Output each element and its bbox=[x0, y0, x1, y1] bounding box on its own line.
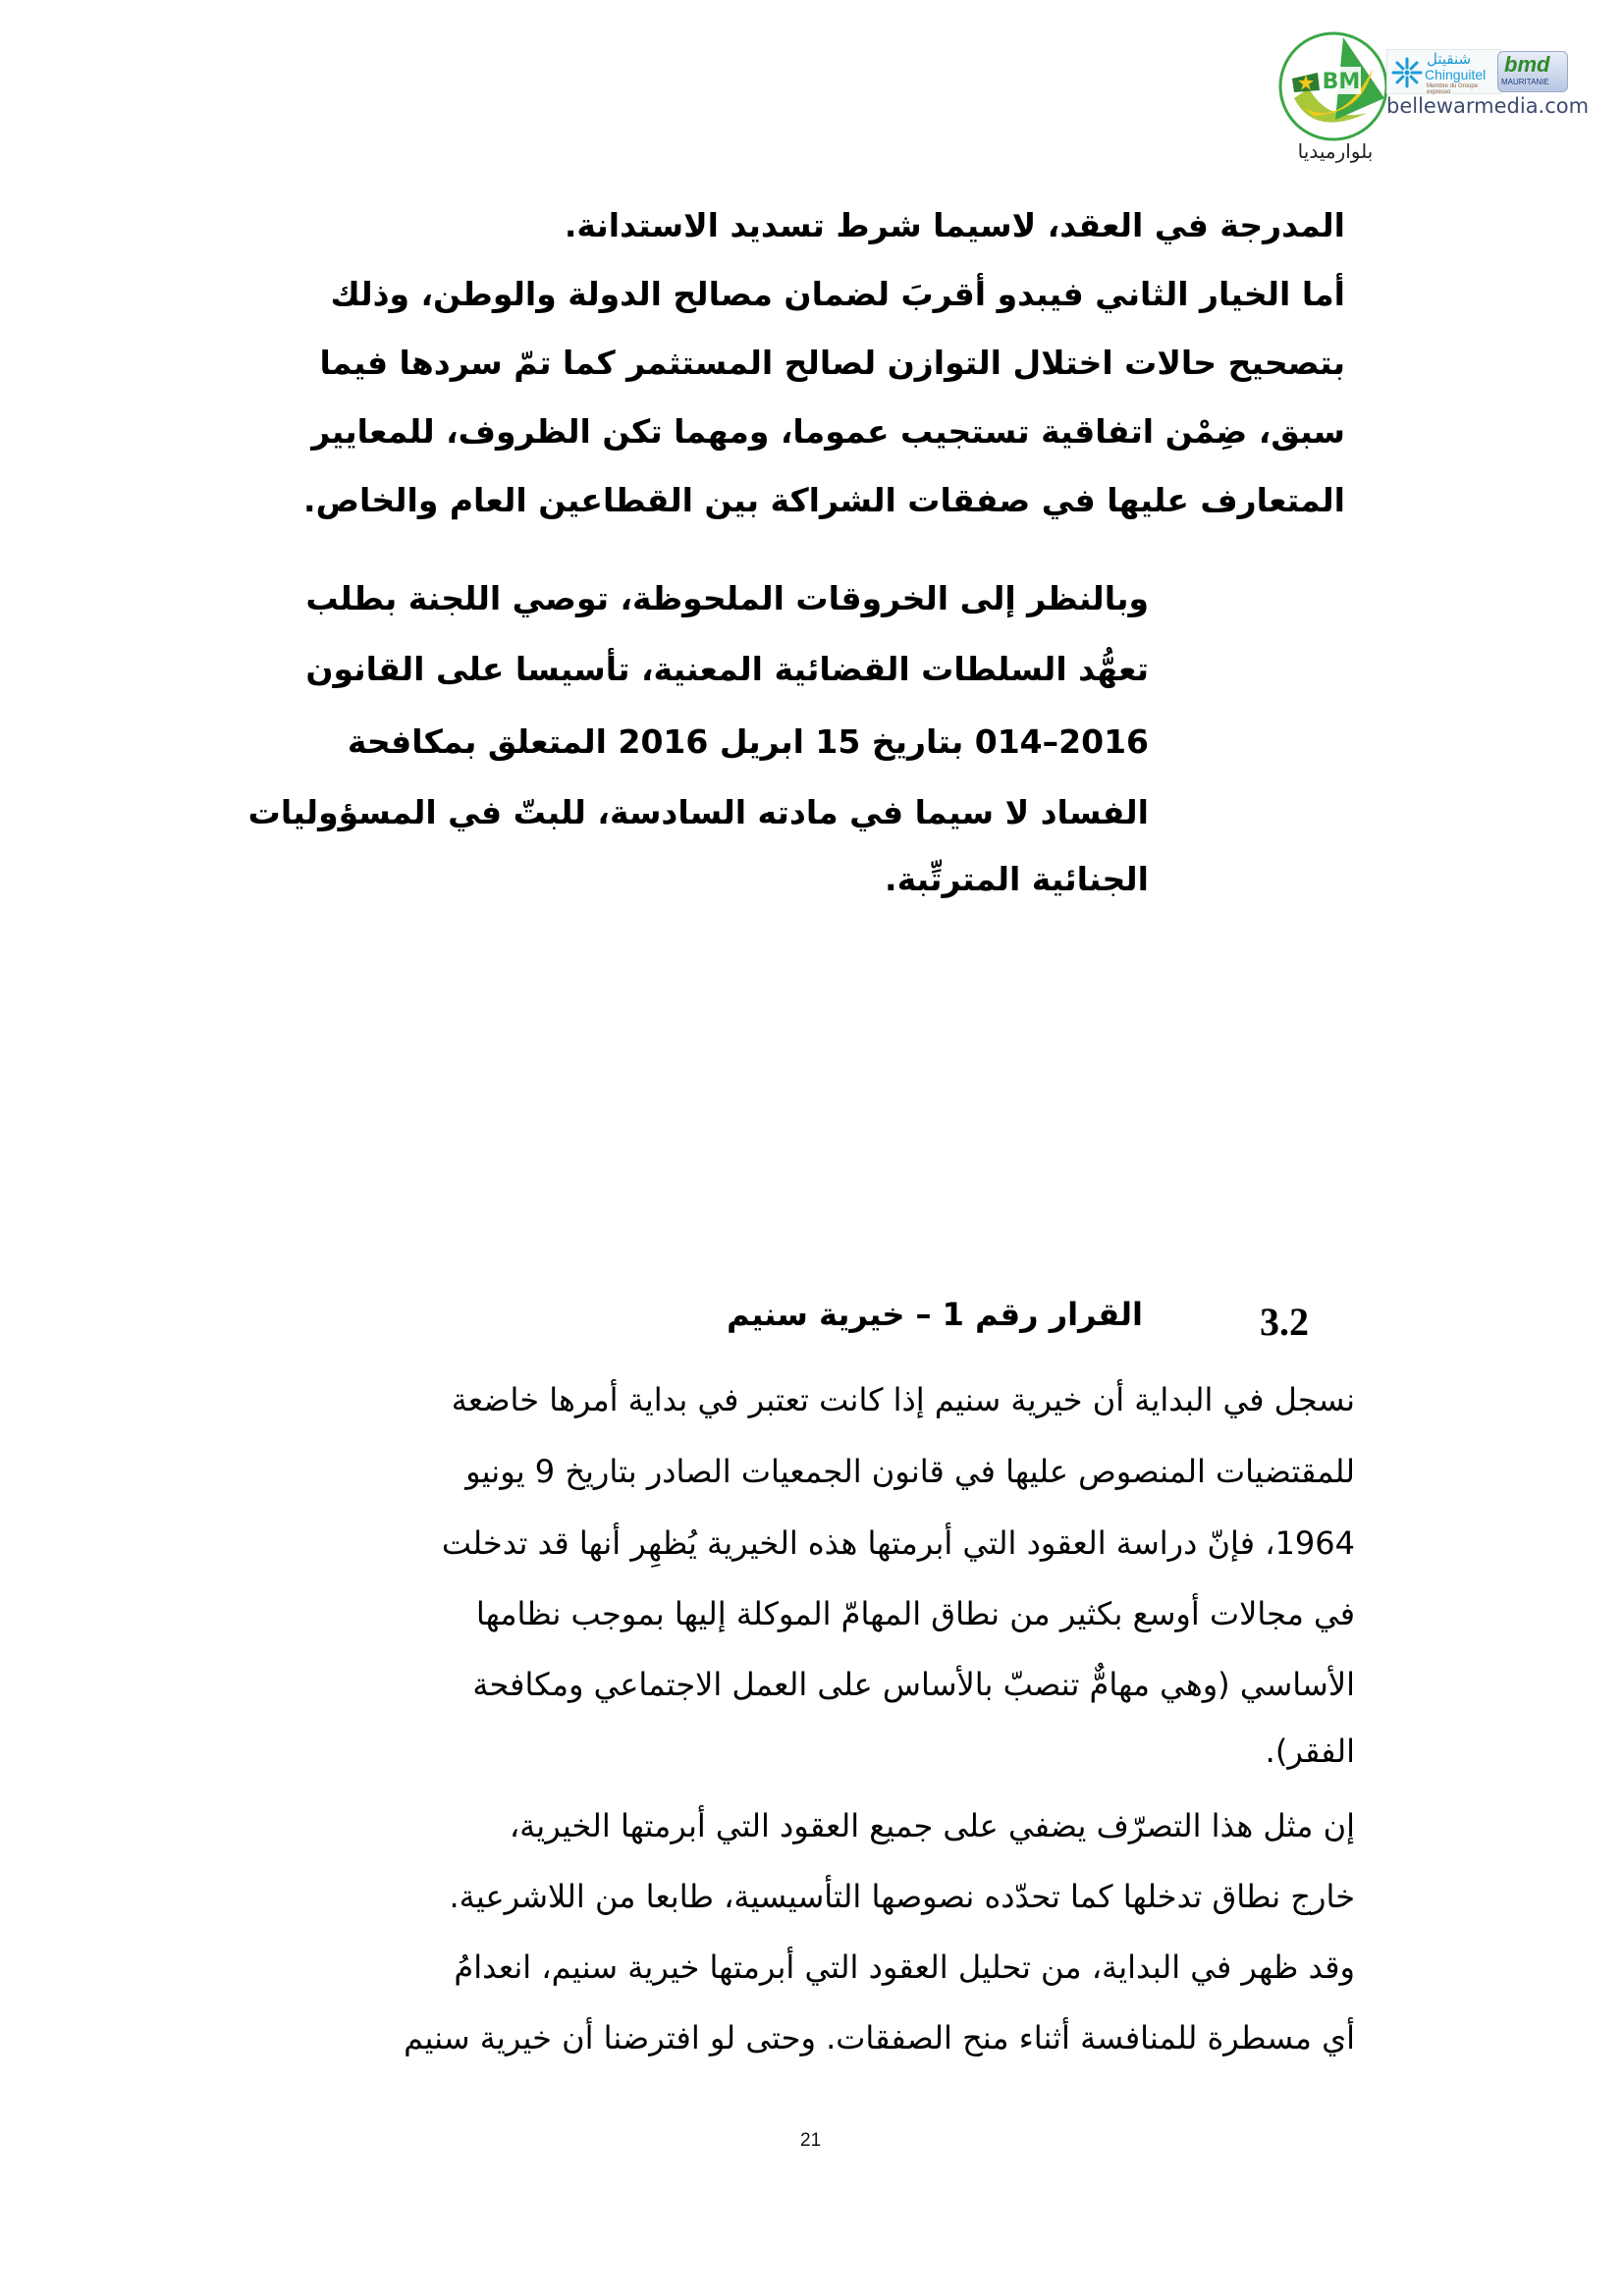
site-url: bellewarmedia.com bbox=[1386, 94, 1590, 118]
text-line: سبق، ضِمْن اتفاقية تستجيب عموما، ومهما تكن الظروف، للمعايير bbox=[311, 412, 1345, 451]
text-line: الأساسي (وهي مهامٌّ تنصبّ بالأساس على العمل الاجتماعي ومكافحة bbox=[472, 1666, 1355, 1703]
bmd-word: bmd bbox=[1504, 52, 1550, 77]
paragraph-body bbox=[324, 1369, 1355, 2096]
bmd-logo bbox=[1497, 51, 1568, 92]
text-line: الفقر). bbox=[1265, 1733, 1355, 1770]
text-line: بتصحيح حالات اختلال التوازن لصالح المستثمر كما تمّ سردها فيما bbox=[319, 344, 1345, 382]
section-title: القرار رقم 1 – خيرية سنيم bbox=[727, 1296, 1143, 1333]
text-line: الفساد لا سيما في مادته السادسة، للبتّ في المسؤوليات bbox=[247, 793, 1149, 831]
text-line: للمقتضيات المنصوص عليها في قانون الجمعيات الصادر بتاريخ 9 يونيو bbox=[465, 1453, 1355, 1490]
section-number: 3.2 bbox=[1260, 1300, 1309, 1344]
chinguitel-latin: Chinguitel bbox=[1425, 67, 1487, 82]
page-number: 21 bbox=[800, 2130, 822, 2151]
text-line: وبالنظر إلى الخروقات الملحوظة، توصي اللجنة بطلب bbox=[305, 579, 1149, 617]
text-line: تعهُّد السلطات القضائية المعنية، تأسيسا على القانون bbox=[305, 650, 1149, 688]
bmd-country: MAURITANIE bbox=[1501, 78, 1549, 86]
text-line: نسجل في البداية أن خيرية سنيم إذا كانت تعتبر في بداية أمرها خاضعة bbox=[451, 1381, 1355, 1418]
logo-bm-caption: بلوارميديا bbox=[1297, 139, 1374, 163]
paragraph-conclusion bbox=[303, 196, 1345, 550]
text-line: الجنائية المترتِّبة. bbox=[885, 860, 1149, 898]
text-line: المدرجة في العقد، لاسيما شرط تسديد الاستدانة. bbox=[564, 206, 1345, 244]
chinguitel-tagline: Membre du Groupe expresso bbox=[1427, 83, 1479, 95]
logo-bm-text: BM bbox=[1322, 70, 1361, 94]
text-line: إن مثل هذا التصرّف يضفي على جميع العقود التي أبرمتها الخيرية، bbox=[509, 1807, 1355, 1844]
bellewar-media-logo bbox=[1274, 29, 1392, 147]
chinguitel-arabic: شنقيتل bbox=[1427, 50, 1472, 68]
paragraph-recommendation bbox=[247, 560, 1149, 923]
text-line: وقد ظهر في البداية، من تحليل العقود التي أبرمتها خيرية سنيم، انعدامُ bbox=[454, 1949, 1355, 1986]
text-line: خارج نطاق تدخلها كما تحدّده نصوصها التأسيسية، طابعا من اللاشرعية. bbox=[449, 1878, 1355, 1915]
text-line: أي مسطرة للمنافسة أثناء منح الصفقات. وحتى لو افترضنا أن خيرية سنيم bbox=[404, 2019, 1355, 2056]
text-line: 2016–014 بتاريخ 15 ابريل 2016 المتعلق بمكافحة bbox=[347, 722, 1149, 761]
text-line: المتعارف عليها في صفقات الشراكة بين القطاعين العام والخاص. bbox=[303, 481, 1345, 519]
chinguitel-logo bbox=[1386, 49, 1501, 94]
text-line: أما الخيار الثاني فيبدو أقربَ لضمان مصالح الدولة والوطن، وذلك bbox=[330, 275, 1345, 313]
text-line: 1964، فإنّ دراسة العقود التي أبرمتها هذه الخيرية يُظهِر أنها قد تدخلت bbox=[441, 1524, 1355, 1562]
snowflake-icon bbox=[1390, 56, 1424, 89]
text-line: في مجالات أوسع بكثير من نطاق المهامّ الموكلة إليها بموجب نظامها bbox=[475, 1595, 1355, 1632]
